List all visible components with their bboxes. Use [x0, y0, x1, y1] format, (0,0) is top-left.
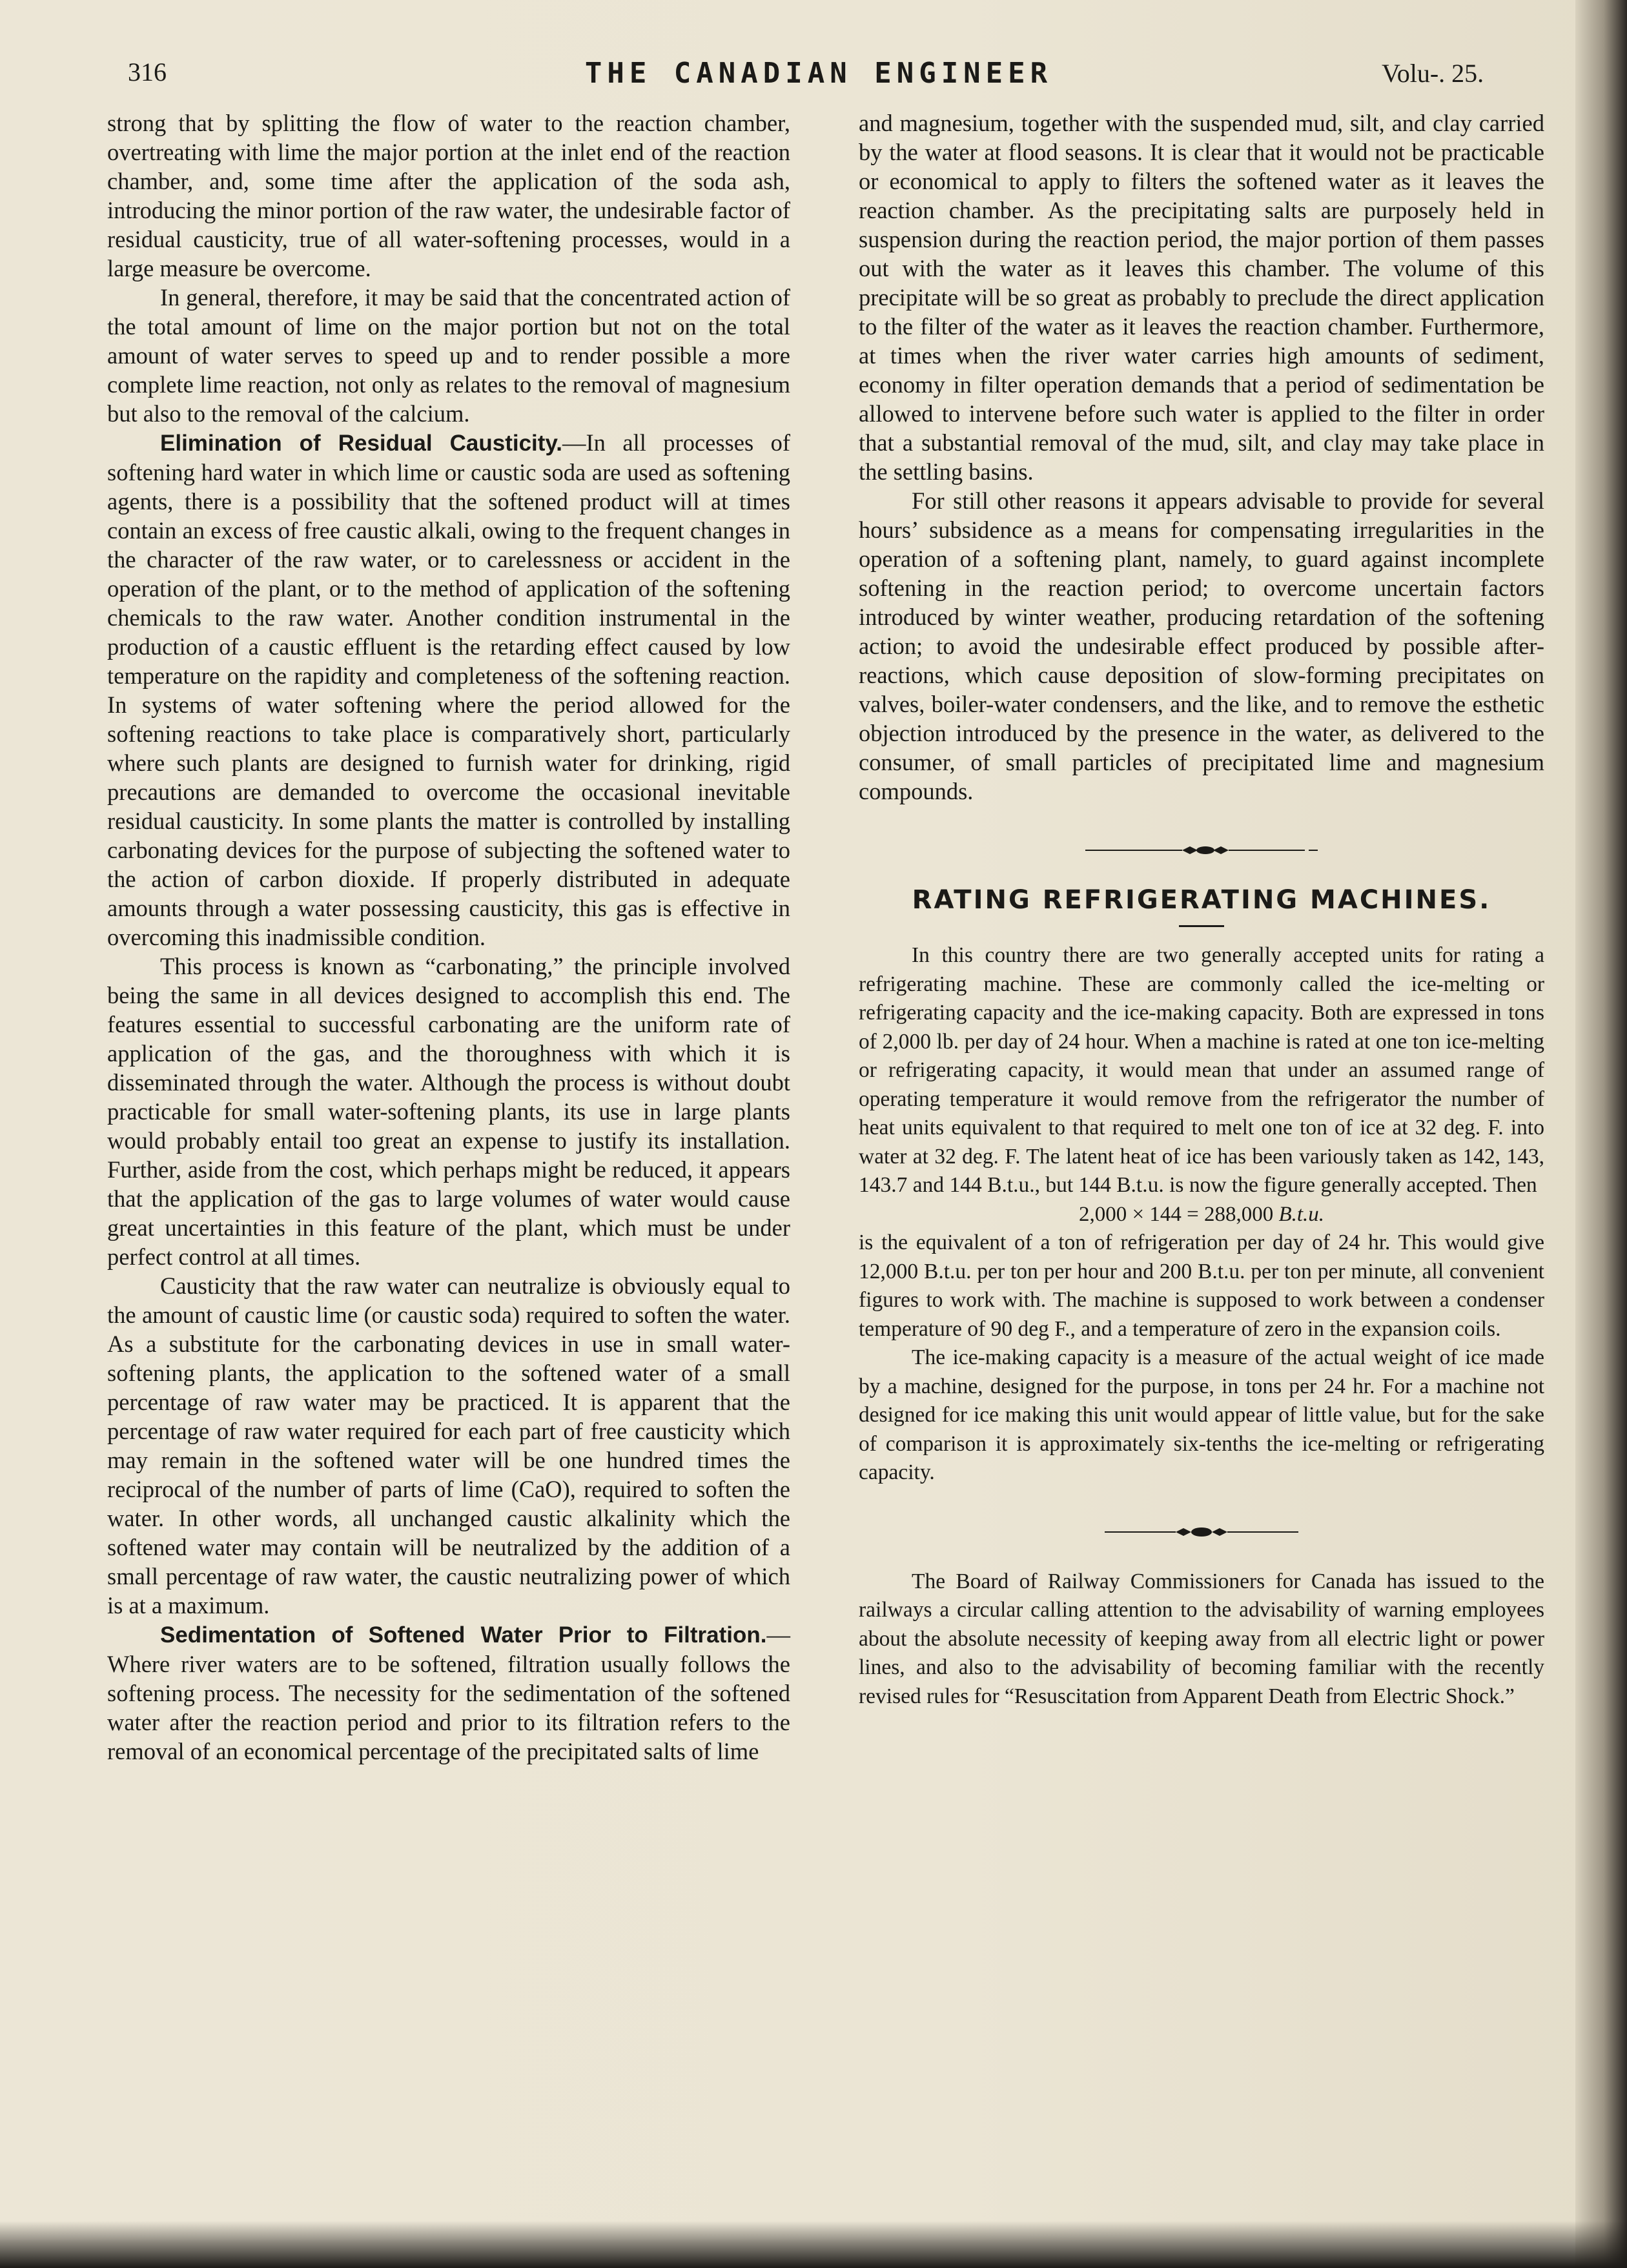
- paragraph-text: —Where river waters are to be softened, filtration usually follows the softening process. The necessity for the sedimentation of the softened water after the reaction period and prior to its filtration refers to the removal of an economical percentage of the precipitated salts of lime: [107, 1621, 790, 1764]
- paragraph-text: —In all processes of softening hard water in which lime or caustic soda are used as softening agents, there is a possibility that the softened product will at times contain an excess of free caustic alkali, owing to the frequent changes in the character of the raw water, or to carelessness or accident in the operation of the plant, or to the method of application of the softening chemicals to the raw water. Another condition instrumental in the production of a caustic effluent is the retarding effect caused by low temperature on the rapidity and completeness of the softening reaction. In systems of water softening where the period allowed for the softening reactions to take place is comparatively short, particularly where such plants are designed to furnish water for drinking, rigid precautions are demanded to overcome the occasional inevitable residual causticity. In some plants the matter is controlled by installing carbonating devices for the purpose of subjecting the softened water to the action of carbon dioxide. If properly distributed in adequate amounts through a water possessing causticity, this gas is effective in overcoming this inadmissible condition.: [107, 429, 790, 950]
- left-column: [107, 108, 790, 1766]
- page-number: 316: [128, 57, 167, 87]
- article-body: [859, 941, 1544, 1487]
- paragraph: [107, 428, 790, 952]
- run-in-heading: Sedimentation of Softened Water Prior to Filtration.: [160, 1622, 767, 1648]
- paragraph: and magnesium, together with the suspended mud, silt, and clay carried by the water at flood seasons. It is clear that it would not be practicable or economical to apply to filters the softened water as it leaves the reaction chamber. As the precipitating salts are purposely held in suspension during the reaction period, the major portion of them passes out with the water as it leaves this chamber. The volume of this precipitate will be so great as probably to preclude the direct application to the filter of the water as it leaves the reaction chamber. Furthermore, at times when the river water carries high amounts of sediment, economy in filter operation demands that a period of sedimentation be allowed to intervene before such water is applied to the filter in order that a substantial removal of the mud, silt, and clay may take place in the settling basins.: [859, 110, 1544, 485]
- ornament-icon: [1105, 1524, 1298, 1540]
- paragraph: strong that by splitting the flow of water to the reaction chamber, overtreating with lime the major portion at the inlet end of the reaction chamber, and, some time after the application of the soda ash, introducing the minor portion of the raw water, the undesirable factor of residual causticity, true of all water-softening processes, would in a large measure be overcome.: [107, 110, 790, 281]
- running-header: [128, 52, 1548, 97]
- ornamental-divider: [859, 821, 1544, 879]
- paragraph: The Board of Railway Commissioners for Canada has issued to the railways a circular calling attention to the advisability of warning employees about the absolute necessity of keeping away from all electric light or power lines, and also to the advisability of becoming familiar with the recently revised rules for “Resuscitation from Apparent Death from Electric Shock.”: [859, 1569, 1544, 1708]
- paragraph: [107, 1620, 790, 1766]
- ornamental-divider: [859, 1503, 1544, 1561]
- title-rule: [1179, 925, 1224, 927]
- page-edge-shadow: [0, 2221, 1627, 2268]
- run-in-heading: Elimination of Residual Causticity.: [160, 431, 563, 456]
- volume-label: Volu‐. 25.: [1382, 59, 1484, 88]
- journal-title: THE CANADIAN ENGINEER: [584, 57, 1053, 90]
- formula-expression: 2,000 × 144 = 288,000: [1078, 1202, 1274, 1226]
- paragraph: For still other reasons it appears advisable to provide for several hours’ subsidence as a means for compensating irregularities in the operation of a softening plant, namely, to guard against incomplete softening in the reaction period; to overcome uncertain factors introduced by winter weather, producing retardation of the softening action; to avoid the undesirable effect produced by possible after-reactions, which cause deposition of slow-forming precipitates on valves, boiler-water condensers, and the like, and to remove the esthetic objection introduced by the presence in the water, as delivered to the consumer, of small particles of precipitated lime and magnesium compounds.: [859, 487, 1544, 804]
- paragraph: In general, therefore, it may be said that the concentrated action of the total amount of lime on the major portion but not on the total amount of water serves to speed up and to render possible a more complete lime reaction, not only as relates to the removal of magnesium but also to the removal of the calcium.: [107, 284, 790, 427]
- paragraph: In this country there are two generally accepted units for rating a refrigerating machine. These are commonly called the ice-melting or refrigerating capacity and the ice-making capacity. Both are expressed in tons of 2,000 lb. per day of 24 hour. When a machine is rated at one ton ice-melting or refrigerating capacity, it would mean that under an assumed range of operating temperature it would remove from the refrigerator the number of heat units equivalent to that required to melt one ton of ice at 32 deg. F. into water at 32 deg. F. The latent heat of ice has been variously taken as 142, 143, 143.7 and 144 B.t.u., but 144 B.t.u. is now the figure generally accepted. Then: [859, 943, 1544, 1197]
- formula-unit: B.t.u.: [1278, 1202, 1325, 1226]
- news-item: [859, 1568, 1544, 1711]
- book-spine-shadow: [1575, 0, 1627, 2268]
- right-column: [859, 108, 1544, 1711]
- paragraph: Causticity that the raw water can neutralize is obviously equal to the amount of caustic lime (or caustic soda) required to soften the water. As a substitute for the carbonating devices in use in small water-softening plants, the application to the softened water of a small percentage of raw water may be practiced. It is apparent that the percentage of raw water required for each part of free causticity which may remain in the softened water will be one hundred times the reciprocal of the number of parts of lime (CaO), required to soften the water. In other words, all unchanged caustic alkalinity which the softened water may contain will be neutralized by the addition of a small percentage of raw water, the caustic neutralizing power of which is at a maximum.: [107, 1272, 790, 1619]
- ornament-icon: [1085, 843, 1318, 858]
- formula: [859, 1200, 1544, 1229]
- section-title: RATING REFRIGERATING MACHINES.: [912, 885, 1491, 915]
- paragraph: is the equivalent of a ton of refrigeration per day of 24 hr. This would give 12,000 B.t.u. per ton per hour and 200 B.t.u. per ton per minute, all convenient figures to work with. The machine is supposed to work between a condenser temperature of 90 deg F., and a temperature of zero in the expansion coils.: [859, 1231, 1544, 1341]
- paragraph: The ice-making capacity is a measure of the actual weight of ice made by a machine, designed for the purpose, in tons per 24 hr. For a machine not designed for ice making this unit would appear of little value, but for the sake of comparison it is approximately six-tenths the ice-melting or refrigerating capacity.: [859, 1345, 1544, 1484]
- paragraph: This process is known as “carbonating,” the principle involved being the same in all devices designed to accomplish this end. The features essential to successful carbonating are the uniform rate of application of the gas, and the thoroughness with which it is disseminated through the water. Although the process is without doubt practicable for small water-softening plants, its use in large plants would probably entail too great an expense to justify its installation. Further, aside from the cost, which perhaps might be reduced, it appears that the application of the gas to large volumes of water would cause great uncertainties in this feature of the plant, which must be under perfect control at all times.: [107, 953, 790, 1270]
